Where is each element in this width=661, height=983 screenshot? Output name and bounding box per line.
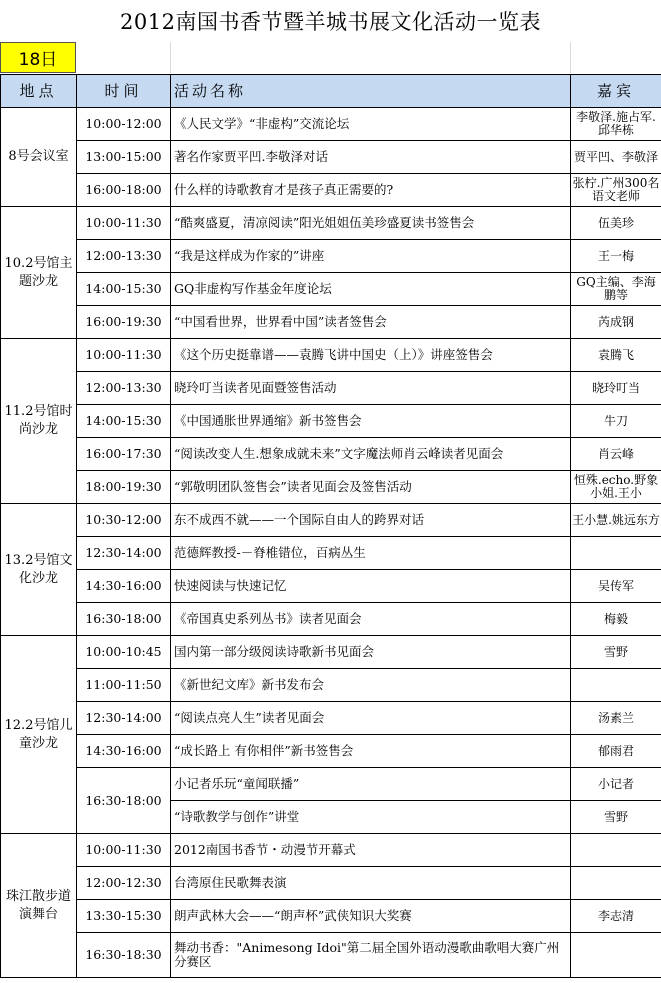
activity-cell[interactable]: “郭敬明团队签售会”读者见面会及签售活动: [171, 471, 571, 504]
guest-cell[interactable]: 王一梅: [571, 240, 661, 273]
guest-cell[interactable]: 贾平凹、李敬泽: [571, 141, 661, 174]
activity-cell[interactable]: 《这个历史挺靠谱——袁腾飞讲中国史（上）》讲座签售会: [171, 339, 571, 372]
time-cell[interactable]: 18:00-19:30: [77, 471, 171, 504]
guest-cell[interactable]: 雪野: [571, 801, 661, 834]
activity-cell[interactable]: “阅读点亮人生”读者见面会: [171, 702, 571, 735]
page-title: 2012南国书香节暨羊城书展文化活动一览表: [120, 10, 541, 34]
table-row: [1, 306, 661, 339]
table-row: [1, 273, 661, 306]
time-cell[interactable]: 14:30-16:00: [77, 570, 171, 603]
venue-cell[interactable]: 8号会议室: [1, 108, 77, 207]
guest-cell[interactable]: 梅毅: [571, 603, 661, 636]
table-row: [1, 636, 661, 669]
activity-cell[interactable]: “我是这样成为作家的”讲座: [171, 240, 571, 273]
time-cell[interactable]: 10:00-11:30: [77, 834, 171, 867]
table-row: [1, 141, 661, 174]
time-cell[interactable]: 12:00-12:30: [77, 867, 171, 900]
table-row: [1, 933, 661, 978]
activity-cell[interactable]: 东不成西不就——一个国际自由人的跨界对话: [171, 504, 571, 537]
activity-cell[interactable]: 舞动书香："Animesong Idoi"第二届全国外语动漫歌曲歌唱大赛广州分赛区: [171, 933, 571, 978]
guest-cell[interactable]: 雪野: [571, 636, 661, 669]
time-cell[interactable]: 13:00-15:00: [77, 141, 171, 174]
time-cell[interactable]: 16:00-18:00: [77, 174, 171, 207]
activity-cell[interactable]: “成长路上 有你相伴”新书签售会: [171, 735, 571, 768]
guest-cell[interactable]: 恒殊.echo.野象小姐.王小: [571, 471, 661, 504]
table-row: [1, 834, 661, 867]
table-row: [1, 867, 661, 900]
time-cell[interactable]: 13:30-15:30: [77, 900, 171, 933]
table-row: [1, 570, 661, 603]
time-cell[interactable]: 10:00-12:00: [77, 108, 171, 141]
table-row: [1, 537, 661, 570]
activity-cell[interactable]: 《新世纪文库》新书发布会: [171, 669, 571, 702]
activity-cell[interactable]: “阅读改变人生.想象成就未来”文字魔法师肖云峰读者见面会: [171, 438, 571, 471]
table-row: [1, 735, 661, 768]
time-cell[interactable]: 16:30-18:00: [77, 768, 171, 834]
activity-cell[interactable]: 什么样的诗歌教育才是孩子真正需要的?: [171, 174, 571, 207]
activity-cell[interactable]: “酷爽盛夏，清凉阅读”阳光姐姐伍美珍盛夏读书签售会: [171, 207, 571, 240]
table-row: [1, 339, 661, 372]
venue-cell[interactable]: 珠江散步道演舞台: [1, 834, 77, 978]
time-cell[interactable]: 16:00-19:30: [77, 306, 171, 339]
guest-cell[interactable]: 牛刀: [571, 405, 661, 438]
time-cell[interactable]: 16:30-18:00: [77, 603, 171, 636]
table-row: [1, 438, 661, 471]
header-guest: 嘉宾: [571, 75, 661, 108]
activity-cell[interactable]: 《人民文学》“非虚构”交流论坛: [171, 108, 571, 141]
activity-cell[interactable]: 快速阅读与快速记忆: [171, 570, 571, 603]
activity-cell[interactable]: 范德辉教授-－脊椎错位，百病丛生: [171, 537, 571, 570]
table-row: [1, 603, 661, 636]
time-cell[interactable]: 12:00-13:30: [77, 240, 171, 273]
schedule-body: [1, 108, 661, 978]
time-cell[interactable]: 14:30-16:00: [77, 735, 171, 768]
time-cell[interactable]: 11:00-11:50: [77, 669, 171, 702]
venue-cell[interactable]: 11.2号馆时尚沙龙: [1, 339, 77, 504]
activity-cell[interactable]: 朗声武林大会——“朗声杯”武侠知识大奖赛: [171, 900, 571, 933]
guest-cell[interactable]: 小记者: [571, 768, 661, 801]
header-row: [1, 75, 661, 108]
guest-cell[interactable]: [571, 537, 661, 570]
table-row: [1, 504, 661, 537]
header-activity: 活动名称: [171, 75, 571, 108]
table-row: [1, 207, 661, 240]
time-cell[interactable]: 10:30-12:00: [77, 504, 171, 537]
date-cell[interactable]: 18日: [0, 42, 76, 73]
activity-cell[interactable]: 国内第一部分级阅读诗歌新书见面会: [171, 636, 571, 669]
guest-cell[interactable]: [571, 867, 661, 900]
activity-cell[interactable]: “中国看世界，世界看中国”读者签售会: [171, 306, 571, 339]
guest-cell[interactable]: 汤素兰: [571, 702, 661, 735]
guest-cell[interactable]: [571, 669, 661, 702]
guest-cell[interactable]: 袁腾飞: [571, 339, 661, 372]
date-row: [0, 42, 661, 74]
table-row: [1, 768, 661, 801]
guest-cell[interactable]: 李志清: [571, 900, 661, 933]
schedule-table: [0, 74, 661, 978]
venue-cell[interactable]: 13.2号馆文化沙龙: [1, 504, 77, 636]
activity-cell[interactable]: GQ非虚构写作基金年度论坛: [171, 273, 571, 306]
header-venue: 地点: [1, 75, 77, 108]
time-cell[interactable]: 12:30-14:00: [77, 537, 171, 570]
time-cell[interactable]: 14:00-15:30: [77, 405, 171, 438]
table-row: [1, 174, 661, 207]
time-cell[interactable]: 12:30-14:00: [77, 702, 171, 735]
activity-cell[interactable]: 晓玲叮当读者见面暨签售活动: [171, 372, 571, 405]
header-time: 时间: [77, 75, 171, 108]
guest-cell[interactable]: 张柠.广州300名语文老师: [571, 174, 661, 207]
table-row: [1, 405, 661, 438]
guest-cell[interactable]: 肖云峰: [571, 438, 661, 471]
activity-cell[interactable]: 《帝国真史系列丛书》读者见面会: [171, 603, 571, 636]
time-cell[interactable]: 14:00-15:30: [77, 273, 171, 306]
activity-cell[interactable]: 《中国通胀世界通缩》新书签售会: [171, 405, 571, 438]
time-cell[interactable]: 10:00-11:30: [77, 339, 171, 372]
activity-cell[interactable]: 台湾原住民歌舞表演: [171, 867, 571, 900]
time-cell[interactable]: 10:00-11:30: [77, 207, 171, 240]
activity-cell[interactable]: “诗歌教学与创作”讲堂: [171, 801, 571, 834]
table-row: [1, 900, 661, 933]
time-cell[interactable]: 10:00-10:45: [77, 636, 171, 669]
venue-cell[interactable]: 12.2号馆儿童沙龙: [1, 636, 77, 834]
guest-cell[interactable]: 伍美珍: [571, 207, 661, 240]
guest-cell[interactable]: [571, 834, 661, 867]
table-row: [1, 669, 661, 702]
guest-cell[interactable]: 晓玲叮当: [571, 372, 661, 405]
guest-cell[interactable]: 郁雨君: [571, 735, 661, 768]
activity-cell[interactable]: 2012南国书香节・动漫节开幕式: [171, 834, 571, 867]
guest-cell[interactable]: 吴传军: [571, 570, 661, 603]
table-row: [1, 372, 661, 405]
guest-cell[interactable]: [571, 933, 661, 978]
venue-cell[interactable]: 10.2号馆主题沙龙: [1, 207, 77, 339]
table-row: [1, 108, 661, 141]
time-cell[interactable]: 16:30-18:30: [77, 933, 171, 978]
time-cell[interactable]: 12:00-13:30: [77, 372, 171, 405]
time-cell[interactable]: 16:00-17:30: [77, 438, 171, 471]
activity-cell[interactable]: 著名作家贾平凹.李敬泽对话: [171, 141, 571, 174]
guest-cell[interactable]: 李敬泽.施占军.邱华栋: [571, 108, 661, 141]
guest-cell[interactable]: 王小慧.姚远东方: [571, 504, 661, 537]
guest-cell[interactable]: GQ主编、李海鹏等: [571, 273, 661, 306]
guest-cell[interactable]: 芮成钢: [571, 306, 661, 339]
table-row: [1, 240, 661, 273]
activity-cell[interactable]: 小记者乐玩“童闻联播”: [171, 768, 571, 801]
table-row: [1, 702, 661, 735]
grid-divider: [170, 42, 171, 73]
grid-divider: [570, 42, 571, 73]
table-row: [1, 471, 661, 504]
